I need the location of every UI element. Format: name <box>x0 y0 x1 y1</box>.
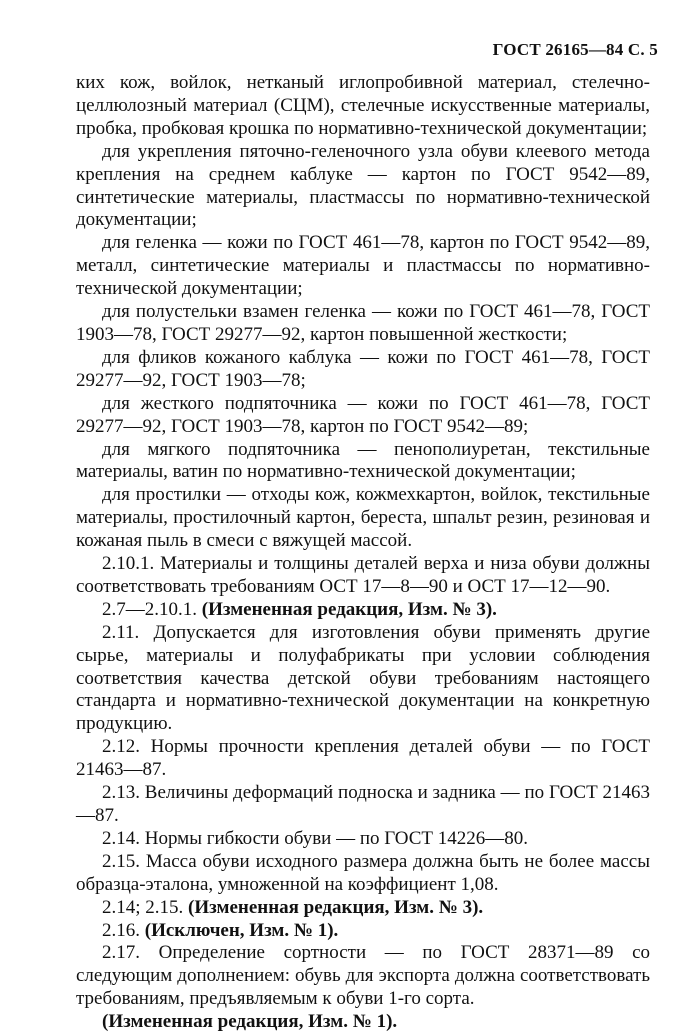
paragraph-3: для геленка — кожи по ГОСТ 461—78, картон по ГОСТ 9542—89, металл, синтетические материалы и пластмассы по нормативно-технической документации; <box>76 232 650 300</box>
paragraph-2: для укрепления пяточно-геленочного узла обуви клеевого метода крепления на среднем каблуке — картон по ГОСТ 9542—89, синтетические материалы, пластмассы по нормативно-технической документации; <box>76 140 650 231</box>
amendment-text: (Исключен, Изм. № 1). <box>144 919 339 941</box>
paragraph-5: для фликов кожаного каблука — кожи по ГОСТ 461—78, ГОСТ 29277—92, ГОСТ 1903—78; <box>76 346 650 391</box>
amendment-ref: 2.7—2.10.1. <box>102 598 202 620</box>
clause-2-15: 2.15. Масса обуви исходного размера должна быть не более массы образца-эталона, умноженной на коэффициент 1,08. <box>76 850 650 895</box>
amendment-note-2 <box>76 897 650 920</box>
clause-2-12: 2.12. Нормы прочности крепления деталей обуви — по ГОСТ 21463—87. <box>76 736 650 781</box>
paragraph-8: для простилки — отходы кож, кожмехкартон, войлок, текстильные материалы, простилочный картон, береста, шпальт резин, резиновая и кожаная пыль в смеси с вяжущей массой. <box>76 484 650 552</box>
document-body <box>76 72 650 1034</box>
clause-2-16 <box>76 920 650 943</box>
amendment-text: (Измененная редакция, Изм. № 1). <box>102 1011 398 1033</box>
amendment-text: (Измененная редакция, Изм. № 3). <box>201 598 497 620</box>
page-header: ГОСТ 26165—84 С. 5 <box>492 40 658 59</box>
amendment-ref: 2.16. <box>102 919 145 941</box>
paragraph-7: для мягкого подпяточника — пенополиуретан, текстильные материалы, ватин по нормативно-технической документации; <box>76 438 650 483</box>
amendment-ref: 2.14; 2.15. <box>102 896 189 918</box>
clause-2-13: 2.13. Величины деформаций подноска и задника — по ГОСТ 21463—87. <box>76 782 650 826</box>
clause-2-14: 2.14. Нормы гибкости обуви — по ГОСТ 14226—80. <box>102 827 528 849</box>
amendment-text: (Измененная редакция, Изм. № 3). <box>188 896 484 918</box>
paragraph-4: для полустельки взамен геленка — кожи по ГОСТ 461—78, ГОСТ 1903—78, ГОСТ 29277—92, картон повышенной жесткости; <box>76 301 650 345</box>
paragraph-1: ких кож, войлок, нетканый иглопробивной материал, стелечно-целлюлозный материал (СЦМ), стелечные искусственные материалы, пробка, пробковая крошка по нормативно-технической документации; <box>76 72 650 139</box>
clause-2-10-1: 2.10.1. Материалы и толщины деталей верха и низа обуви должны соответствовать требованиям ОСТ 17—8—90 и ОСТ 17—12—90. <box>76 553 650 597</box>
amendment-note-1 <box>76 599 650 622</box>
clause-2-11: 2.11. Допускается для изготовления обуви применять другие сырье, материалы и полуфабрикаты при условии соблюдения соответствия качества детской обуви требованиям настоящего стандарта и нормативно-технической документации на конкретную продукцию. <box>76 621 650 735</box>
paragraph-6: для жесткого подпяточника — кожи по ГОСТ 461—78, ГОСТ 29277—92, ГОСТ 1903—78, картон по ГОСТ 9542—89; <box>76 392 650 437</box>
amendment-note-3 <box>76 1011 650 1034</box>
clause-2-17: 2.17. Определение сортности — по ГОСТ 28371—89 со следующим дополнением: обувь для экспорта должна соответствовать требованиям, предъявляемым к обуви 1-го сорта. <box>76 942 650 1010</box>
